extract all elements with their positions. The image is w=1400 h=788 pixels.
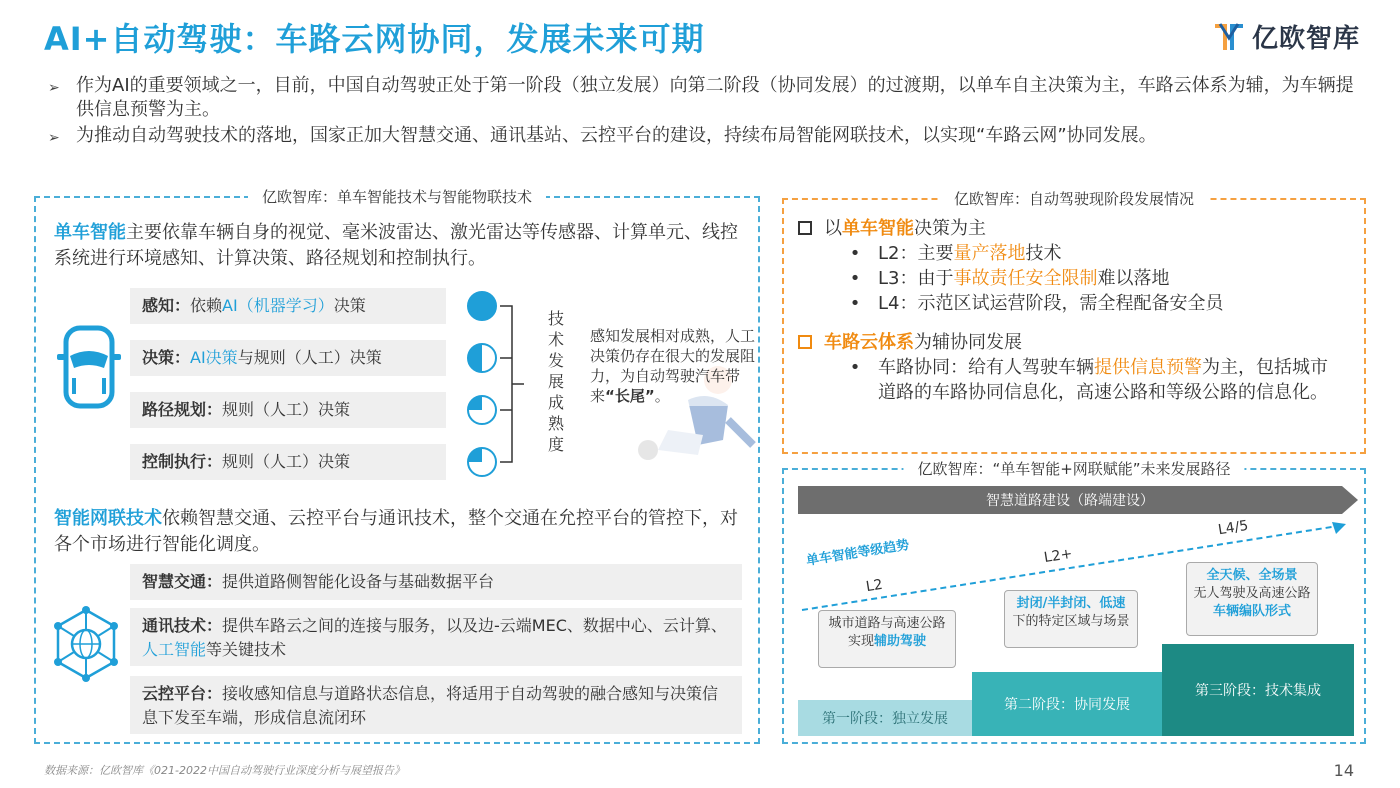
connected-paragraph	[54, 506, 744, 558]
right-bottom-panel-title: 亿欧智库：“单车智能+网联赋能”未来发展路径	[903, 458, 1244, 479]
sub-text: L2：主要	[878, 243, 954, 264]
control-row	[130, 444, 446, 480]
row-label: 感知：	[142, 296, 191, 315]
left-panel-title: 亿欧智库：单车智能技术与智能物联技术	[248, 186, 546, 207]
logo-icon	[1212, 20, 1246, 54]
maturity-half-icon	[468, 344, 496, 372]
sub-item-l2	[798, 241, 1354, 266]
box-text: 无人驾驶及高速公路	[1193, 586, 1311, 601]
smart-traffic-row	[130, 564, 742, 600]
row-text: 提供道路侧智能化设备与基础数据平台	[222, 572, 495, 591]
row-label: 智慧交通：	[142, 572, 223, 591]
stage1-step	[798, 700, 972, 736]
network-globe-icon	[48, 606, 124, 682]
note-end: 。	[654, 387, 670, 405]
row-highlight: AI决策	[190, 348, 238, 367]
row-text: 规则（人工）决策	[222, 452, 351, 471]
sub-text-end: 为主，包括城市道路的车路协同信息化，高速公路和等级公路的信息化。	[878, 357, 1328, 403]
sub-text: 车路协同：给有人驾驶车辆	[878, 357, 1094, 378]
status-list	[798, 216, 1354, 405]
maturity-quarter-icon	[468, 448, 496, 476]
row-text-end: 决策	[333, 296, 366, 315]
level-label-l45: L4/5	[1216, 517, 1250, 539]
box-text: 下的特定区域与场景	[1012, 614, 1130, 629]
arrow-bullet-icon: ➢	[48, 80, 60, 96]
row-text: 规则（人工）决策	[222, 400, 351, 419]
cloud-control-row	[130, 676, 742, 734]
dot-bullet-icon: •	[849, 357, 861, 378]
sub-item-l3	[798, 266, 1354, 291]
arrow-bullet-icon: ➢	[48, 130, 60, 146]
maturity-note	[590, 326, 758, 406]
box-highlight: 辅助驾驶	[874, 634, 927, 649]
row-highlight: AI（机器学习）	[222, 296, 334, 315]
stage-label: 第二阶段：协同发展	[1004, 697, 1130, 713]
logo	[1212, 18, 1360, 55]
item-text-end: 决策为主	[914, 218, 986, 239]
dot-bullet-icon: •	[849, 268, 861, 289]
stage2-step	[972, 672, 1162, 736]
level-label-l2: L2	[864, 576, 884, 596]
square-bullet-icon	[798, 221, 812, 235]
row-label: 决策：	[142, 348, 191, 367]
car-icon	[54, 322, 124, 412]
sub-text-end: 难以落地	[1097, 268, 1170, 289]
sub-text-end: 技术	[1025, 243, 1062, 264]
item-text-end: 为辅协同发展	[914, 332, 1022, 353]
sub-item-vehicle-road	[798, 355, 1354, 405]
maturity-indicators	[466, 288, 546, 480]
sub-highlight: 事故责任安全限制	[953, 268, 1098, 289]
stage-label: 第一阶段：独立发展	[822, 711, 948, 727]
single-vehicle-highlight: 单车智能	[54, 222, 126, 243]
dot-bullet-icon: •	[849, 293, 861, 314]
note-bold: “长尾”	[605, 387, 655, 405]
path-planning-row	[130, 392, 446, 428]
perception-row	[130, 288, 446, 324]
bullet-item	[48, 74, 1368, 122]
row-label: 云控平台：	[142, 684, 223, 703]
bullet-text: 作为AI的重要领域之一，目前，中国自动驾驶正处于第一阶段（独立发展）向第二阶段（协同发展）的过渡期，以单车自主决策为主，车路云体系为辅，为车辆提供信息预警为主。	[76, 75, 1354, 120]
sub-item-l4	[798, 291, 1354, 316]
connected-highlight: 智能网联技术	[54, 508, 162, 529]
level-label-l2plus: L2+	[1042, 545, 1074, 567]
sub-highlight: 提供信息预警	[1094, 357, 1202, 378]
maturity-full-icon	[468, 292, 496, 320]
stage2-description	[1004, 590, 1138, 648]
row-label: 通讯技术：	[142, 616, 223, 635]
right-top-panel-title: 亿欧智库：自动驾驶现阶段发展情况	[940, 188, 1208, 209]
box-text: 城市道路与高速公路实现	[828, 616, 946, 649]
row-text: 接收感知信息与道路状态信息，将适用于自动驾驶的融合感知与决策信息下发至车端，形成信息流闭环	[142, 684, 719, 727]
sub-text: L4：示范区试运营阶段，需全程配备安全员	[878, 293, 1224, 314]
row-text: 提供车路云之间的连接与服务，以及边-云端MEC、数据中心、云计算、	[222, 616, 727, 635]
maturity-vertical-label: 技术发展成熟度	[547, 309, 564, 454]
source-footer: 数据来源：亿欧智库《021-2022中国自动驾驶行业深度分析与展望报告》	[44, 764, 405, 777]
connected-text: 依赖智慧交通、云控平台与通讯技术，整个交通在允控平台的管控下，对各个市场进行智能化调度。	[54, 508, 738, 555]
sub-highlight: 量产落地	[953, 243, 1026, 264]
box-highlight: 封闭/半封闭、低速	[1016, 596, 1126, 611]
row-text: 依赖	[190, 296, 223, 315]
decision-row	[130, 340, 446, 376]
row-text-end: 与规则（人工）决策	[237, 348, 382, 367]
intro-bullets	[48, 74, 1368, 152]
status-item-vehicle-road-cloud	[798, 330, 1354, 355]
maturity-quarter-icon	[468, 396, 496, 424]
page-title: AI+自动驾驶：车路云网协同，发展未来可期	[44, 20, 705, 58]
square-bullet-icon	[798, 335, 812, 349]
note-text: 感知发展相对成熟，人工决策仍存在很大的发展阻力，为自动驾驶汽车带来	[590, 327, 756, 405]
row-text-end: 等关键技术	[206, 640, 287, 659]
item-highlight: 车路云体系	[824, 332, 914, 353]
status-item-single	[798, 216, 1354, 241]
road-arrow-label: 智慧道路建设（路端建设）	[986, 493, 1154, 509]
dot-bullet-icon: •	[849, 243, 861, 264]
bullet-text: 为推动自动驾驶技术的落地，国家正加大智慧交通、通讯基站、云控平台的建设，持续布局智能网联技术，以实现“车路云网”协同发展。	[76, 125, 1157, 146]
bullet-item	[48, 124, 1368, 150]
box-highlight: 全天候、全场景	[1206, 568, 1298, 583]
logo-text: 亿欧智库	[1251, 24, 1360, 54]
stage3-description	[1186, 562, 1318, 636]
stage1-description	[818, 610, 956, 668]
trend-label: 单车智能等级趋势	[805, 537, 911, 569]
row-label: 路径规划：	[142, 400, 223, 419]
row-label: 控制执行：	[142, 452, 223, 471]
box-highlight: 车辆编队形式	[1212, 604, 1291, 619]
communication-row	[130, 608, 742, 666]
item-text: 以	[824, 218, 842, 239]
item-highlight: 单车智能	[842, 218, 914, 239]
single-vehicle-text: 主要依靠车辆自身的视觉、毫米波雷达、激光雷达等传感器、计算单元、线控系统进行环境感知、计算决策、路径规划和控制执行。	[54, 222, 738, 269]
sub-text: L3：由于	[878, 268, 954, 289]
stage-label: 第三阶段：技术集成	[1195, 683, 1321, 699]
stage3-step	[1162, 644, 1354, 736]
page-number: 14	[1333, 761, 1354, 780]
single-vehicle-paragraph	[54, 220, 744, 272]
row-highlight: 人工智能	[142, 640, 207, 659]
